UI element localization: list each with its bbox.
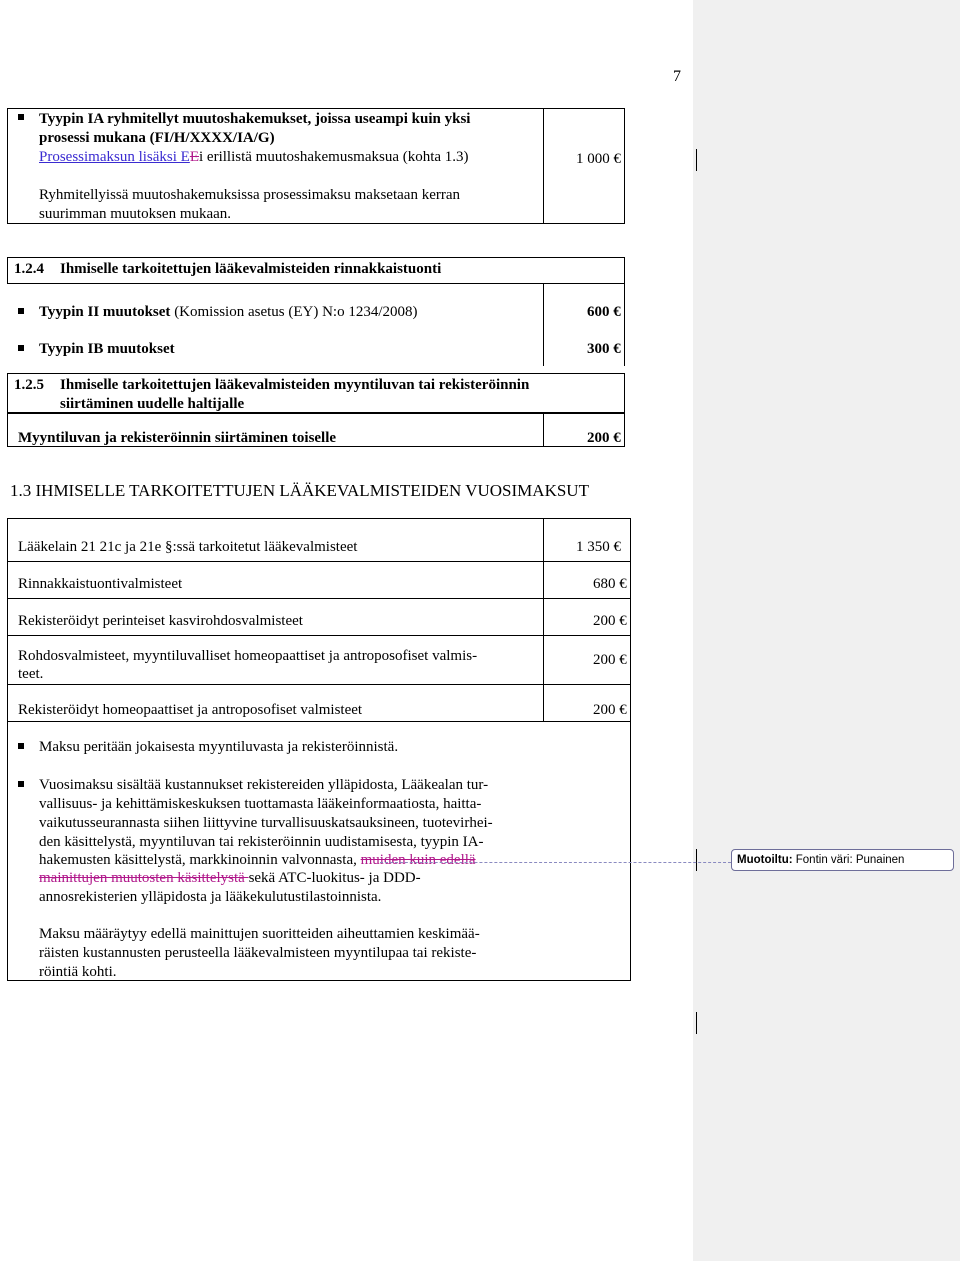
section-number: 1.2.4 [14,261,44,277]
comment-pane [693,0,960,1261]
section-heading-13: 1.3 IHMISELLE TARKOITETTUJEN LÄÄKEVALMISTEIDEN VUOSIMAKSUT [10,481,589,500]
row-label: Tyypin IB muutokset [39,341,175,357]
row-label: Rekisteröidyt perinteiset kasvirohdosvalmisteet [18,613,303,629]
fee-value: 1 000 € [576,151,621,167]
bullet [18,781,24,787]
change-bar [696,849,697,871]
row-label: Tyypin II muutokset (Komission asetus (EY) N:o 1234/2008) [39,304,418,320]
fee-value: 200 € [593,652,627,668]
fee-value: 1 350 € [576,539,621,555]
inserted-text: Prosessimaksun lisäksi E [39,149,190,165]
bullet-text: mainittujen muutosten käsittelystä sekä ATC-luokitus- ja DDD- [39,870,421,886]
row-label: Rohdosvalmisteet, myyntiluvalliset homeopaattiset ja antroposofiset valmis- [18,648,478,664]
change-bar [696,1012,697,1034]
row-label: Rekisteröidyt homeopaattiset ja antroposofiset valmisteet [18,702,363,718]
deleted-text: E [189,149,200,165]
row-label: prosessi mukana (FI/H/XXXX/IA/G) [39,130,275,146]
comment-text: Fontin väri: Punainen [795,854,905,866]
bullet [18,743,24,749]
row-label: Tyypin IA ryhmitellyt muutoshakemukset, joissa useampi kuin yksi [39,111,471,127]
bullet-text: vallisuus- ja kehittämiskeskuksen tuottamasta lääkeinformaatiosta, haitta- [39,796,482,812]
fee-value: 680 € [593,576,627,592]
row-label: Rinnakkaistuontivalmisteet [18,576,183,592]
row-label-rest: i erillistä muutoshakemusmaksua (kohta 1.3) [199,149,469,165]
page-number: 7 [673,68,681,85]
formatting-comment-balloon[interactable] [731,849,954,871]
note-text: Ryhmitellyissä muutoshakemuksissa prosessimaksu maksetaan kerran [39,187,460,203]
bullet-text: den käsittelystä, myyntiluvan tai rekisteröinnin uudistamisesta, tyypin IA- [39,834,484,850]
fee-value: 200 € [593,613,627,629]
comment-label: Muotoiltu: [737,854,793,866]
fee-value: 600 € [587,304,621,320]
bullet-text: hakemusten käsittelystä, markkinoinnin valvonnasta, muiden kuin edellä [39,852,476,868]
paragraph-text: Maksu määräytyy edellä mainittujen suoritteiden aiheuttamien keskimää- [39,926,480,942]
bullet-text: vaikutusseurannasta siihen liittyvine turvallisuuskatsauksineen, tuotevirhei- [39,815,493,831]
section-title: siirtäminen uudelle haltijalle [60,396,245,412]
row-label: Myyntiluvan ja rekisteröinnin siirtäminen toiselle [18,430,337,446]
fee-value: 200 € [593,702,627,718]
fee-value: 300 € [587,341,621,357]
comment-connector [380,862,731,863]
section-title: Ihmiselle tarkoitettujen lääkevalmisteiden rinnakkaistuonti [60,261,442,277]
row-label: Lääkelain 21 21c ja 21e §:ssä tarkoitetut lääkevalmisteet [18,539,358,555]
deleted-text: muiden kuin edellä [360,852,476,868]
section-number: 1.2.5 [14,377,44,393]
bullet [18,114,24,120]
tracked-change-line [39,148,469,167]
paragraph-text: röintiä kohti. [39,964,117,980]
note-text: suurimman muutoksen mukaan. [39,206,232,222]
bullet-text: annosrekisterien ylläpidosta ja lääkekulutustilastoinnista. [39,889,382,905]
deleted-text: mainittujen muutosten käsittelystä [39,870,249,886]
bullet-text: Maksu peritään jokaisesta myyntiluvasta ja rekisteröinnistä. [39,739,399,755]
bullet [18,345,24,351]
section-title: Ihmiselle tarkoitettujen lääkevalmisteiden myyntiluvan tai rekisteröinnin [60,377,530,393]
row-label: teet. [18,666,44,682]
bullet [18,308,24,314]
paragraph-text: räisten kustannusten perusteella lääkevalmisteen myyntilupaa tai rekiste- [39,945,477,961]
fee-value: 200 € [587,430,621,446]
bullet-text: Vuosimaksu sisältää kustannukset rekistereiden ylläpidosta, Lääkealan tur- [39,777,489,793]
change-bar [696,149,697,171]
